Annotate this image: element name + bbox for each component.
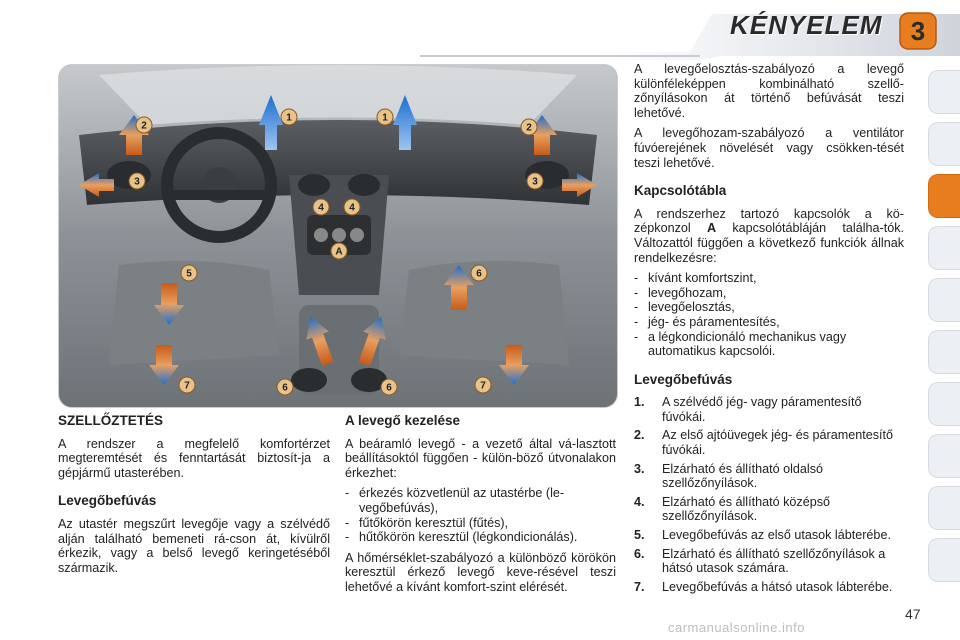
svg-text:7: 7 [184, 380, 190, 392]
flow-paragraph: A levegőhozam-szabályozó a ventilátor fúvóerejének növelését vagy csökken-tését teszi lehetővé. [634, 126, 904, 170]
list-item: 3. Elzárható és állítható oldalsó szellőzőnyílások. [634, 461, 824, 491]
left-column [58, 414, 330, 581]
chapter-tab[interactable] [928, 122, 960, 166]
section-title: SZELLŐZTETÉS [58, 413, 164, 428]
callout-2 [521, 119, 537, 135]
chapter-tab[interactable] [928, 382, 960, 426]
callout-7 [179, 377, 195, 393]
svg-text:2: 2 [141, 120, 147, 132]
chapter-tab-active[interactable] [928, 174, 960, 218]
air-outlets-list [634, 395, 904, 594]
svg-text:5: 5 [186, 268, 192, 280]
right-column [634, 62, 904, 598]
air-outlets-title: Levegőbefúvás [634, 371, 733, 387]
callout-7 [475, 377, 491, 393]
list-item: - a légkondicionáló mechanikus vagy automatikus kapcsolói. [634, 330, 904, 359]
list-item: 7. Levegőbefúvás a hátsó utasok lábterébe. [634, 579, 893, 594]
svg-text:3: 3 [532, 176, 538, 188]
intro-paragraph: A rendszer a megfelelő komfortérzet megteremtését és fenntartását biztosít-ja a gépjármű utasterében. [58, 436, 330, 480]
subsection-title: Levegőbefúvás [58, 493, 157, 509]
callout-2 [136, 117, 152, 133]
list-item: 4. Elzárható és állítható középső szellőzőnyílások. [634, 494, 831, 524]
svg-text:3: 3 [134, 176, 140, 188]
svg-text:1: 1 [382, 112, 388, 124]
list-item: 1. A szélvédő jég- vagy páramentesítő fúvókái. [634, 395, 862, 424]
list-item: - fűtőkörön keresztül (fűtés), [345, 516, 616, 531]
chapter-tab[interactable] [928, 434, 960, 478]
watermark: carmanualsonline.info [668, 620, 805, 635]
svg-text:4: 4 [349, 202, 355, 214]
middle-column [345, 414, 616, 601]
callout-6 [277, 379, 293, 395]
list-item: 6. Elzárható és állítható szellőzőnyílások a hátsó utasok számára. [634, 546, 886, 576]
list-item: 5. Levegőbefúvás az első utasok lábterébe. [634, 528, 891, 543]
callout-3 [129, 173, 145, 189]
switch-panel-paragraph: A rendszerhez tartozó kapcsolók a kö-zépkonzol A kapcsolótábláján találha-tók. Változattól függően a következő funkciók állnak rendelkezésre: [634, 206, 904, 265]
callout-4 [344, 199, 360, 215]
list-item: - érkezés közvetlenül az utastérbe (le-vegőbefúvás), [345, 486, 616, 515]
car-interior-drawing [59, 65, 617, 407]
section-title: A levegő kezelése [345, 413, 461, 428]
callout-4 [313, 199, 329, 215]
air-path-list [345, 486, 616, 544]
chapter-tab[interactable] [928, 226, 960, 270]
chapter-tabs [928, 70, 960, 590]
svg-text:4: 4 [318, 202, 324, 214]
page-number: 47 [905, 606, 921, 622]
chapter-badge [898, 11, 938, 51]
svg-text:2: 2 [526, 122, 532, 134]
svg-text:1: 1 [286, 112, 292, 124]
ventilation-illustration [58, 64, 618, 408]
svg-text:7: 7 [480, 380, 486, 392]
list-item: - levegőelosztás, [634, 300, 904, 315]
callout-1 [377, 109, 393, 125]
svg-text:6: 6 [386, 382, 392, 394]
chapter-tab[interactable] [928, 330, 960, 374]
callout-6 [471, 265, 487, 281]
callout-5 [181, 265, 197, 281]
subsection-paragraph: Az utastér megszűrt levegője vagy a szélvédő alján található bemeneti rá-cson át, kívülről érkezik, vagy a belső levegő keringetéséből származik. [58, 516, 330, 575]
list-item: - hűtőkörön keresztül (légkondicionálás). [345, 530, 616, 545]
svg-text:6: 6 [282, 382, 288, 394]
list-item: - kívánt komfortszint, [634, 271, 904, 286]
chapter-tab[interactable] [928, 70, 960, 114]
distribution-paragraph: A levegőelosztás-szabályozó a levegő különféleképpen kombinálható szellő-zőnyílásokon át történő befúvását teszi lehetővé. [634, 62, 904, 120]
svg-text:6: 6 [476, 268, 482, 280]
list-item: - levegőhozam, [634, 286, 904, 301]
switch-function-list [634, 271, 904, 359]
page-title: KÉNYELEM [730, 10, 883, 40]
list-item: - jég- és páramentesítés, [634, 315, 904, 330]
callout-1 [281, 109, 297, 125]
header-band [0, 0, 960, 62]
list-item: 2. Az első ajtóüvegek jég- és páramentesítő fúvókái. [634, 428, 894, 458]
chapter-number: 3 [910, 16, 926, 46]
svg-text:A: A [335, 246, 343, 258]
chapter-tab[interactable] [928, 486, 960, 530]
intro-paragraph: A beáramló levegő - a vezető által vá-lasztott beállításoktól függően - külön-böző útvonalakon érkezhet: [345, 436, 616, 480]
callout-A [331, 243, 347, 259]
switch-panel-title: Kapcsolótábla [634, 183, 727, 199]
chapter-tab[interactable] [928, 278, 960, 322]
outro-paragraph: A hőmérséklet-szabályozó a különböző körökön keresztül érkező levegő keve-résével teszi lehetővé a kívánt komfort-szint elérését. [345, 550, 616, 594]
chapter-tab[interactable] [928, 538, 960, 582]
callout-3 [527, 173, 543, 189]
callout-6 [381, 379, 397, 395]
